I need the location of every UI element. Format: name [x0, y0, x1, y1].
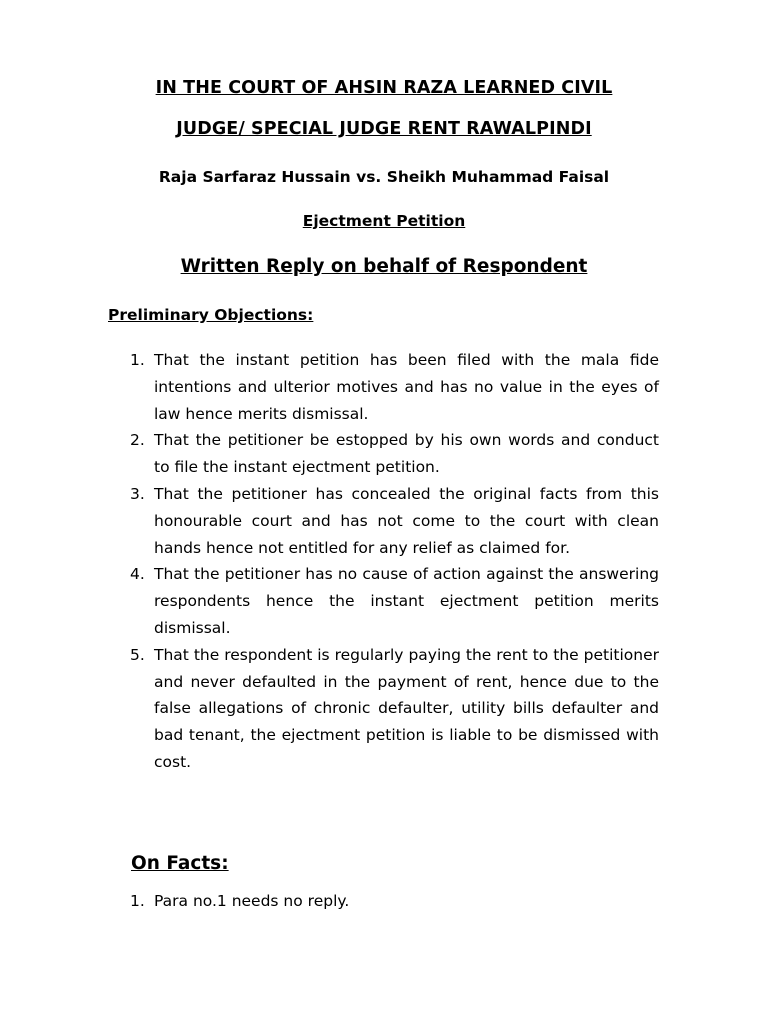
preliminary-objections-list: [130, 347, 659, 776]
list-item-text: That the respondent is regularly paying the rent to the petitioner and never defaulted in the payment of rent, hence due to the false allegations of chronic defaulter, utility bills defaulter and bad tenant, the ejectment petition is liable to be dismissed with cost.: [154, 645, 659, 771]
preliminary-objections-heading: Preliminary Objections:: [108, 306, 314, 324]
list-item-text: That the petitioner has concealed the original facts from this honourable court and has not come to the court with clean hands hence not entitled for any relief as claimed for.: [154, 484, 659, 557]
list-item-text: That the petitioner has no cause of action against the answering respondents hence the instant ejectment petition merits dismissal.: [154, 565, 659, 637]
list-item: [130, 481, 659, 561]
list-item-text: That the instant petition has been filed with the mala fide intentions and ulterior motives and has no value in the eyes of law hence merits dismissal.: [154, 351, 659, 423]
list-item: [130, 642, 659, 776]
list-item: [130, 888, 659, 915]
on-facts-heading: On Facts:: [131, 853, 229, 874]
petition-type: Ejectment Petition: [302, 212, 466, 230]
document-title: Written Reply on behalf of Respondent: [180, 256, 588, 277]
list-item-number: 4.: [130, 565, 145, 584]
on-facts-list: [130, 888, 659, 915]
list-item: [130, 427, 659, 481]
court-name-line-2: JUDGE/ SPECIAL JUDGE RENT RAWALPINDI: [176, 119, 592, 139]
list-item-number: 1.: [130, 892, 145, 910]
list-item-text: Para no.1 needs no reply.: [154, 892, 350, 910]
list-item-number: 5.: [130, 645, 145, 664]
list-item-number: 3.: [130, 484, 145, 503]
list-item-number: 2.: [130, 431, 145, 450]
list-item-text: That the petitioner be estopped by his own words and conduct to file the instant ejectment petition.: [154, 431, 659, 477]
list-item-number: 1.: [130, 351, 145, 369]
list-item: [130, 347, 659, 427]
case-parties: Raja Sarfaraz Hussain vs. Sheikh Muhammad Faisal: [158, 168, 610, 186]
court-name-line-1: IN THE COURT OF AHSIN RAZA LEARNED CIVIL: [155, 78, 613, 98]
list-item: [130, 561, 659, 641]
